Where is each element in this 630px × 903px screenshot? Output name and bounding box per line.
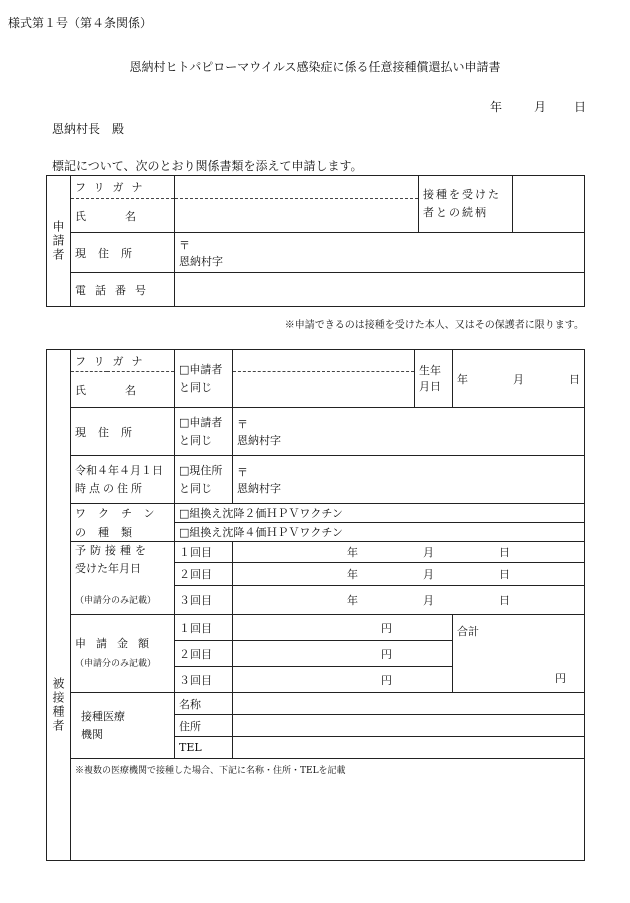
applicant-furigana-label: フリガナ <box>71 176 175 199</box>
recipient-furigana-label: フリガナ <box>71 350 175 372</box>
dose-2-year: 年 <box>347 568 359 581</box>
birth-month: 月 <box>513 372 525 386</box>
recipient-village-text: 恩納村字 <box>237 433 282 447</box>
prior-address-field[interactable] <box>233 456 585 504</box>
recipient-table <box>46 349 585 861</box>
same-as-applicant-checkbox[interactable]: □申請者と同じ <box>175 350 233 408</box>
amount-2-field[interactable] <box>233 641 453 667</box>
recipient-furigana-field[interactable] <box>233 350 415 372</box>
birth-year: 年 <box>457 372 469 386</box>
vaccination-date-note: （申請分のみ記載） <box>75 596 157 606</box>
dose-1-month: 月 <box>423 546 435 559</box>
amount-label <box>71 615 175 693</box>
dose-3-month: 月 <box>423 594 435 607</box>
birth-field[interactable] <box>453 350 585 408</box>
vaccination-date-label-line1: 予防接種を <box>75 544 150 557</box>
same-as-applicant-address-checkbox[interactable]: □申請者と同じ <box>175 408 233 456</box>
dose-2-date[interactable] <box>233 563 585 586</box>
dose-1-year: 年 <box>347 546 359 559</box>
birth-day: 日 <box>569 372 581 386</box>
recipient-section-label: 被接種者 <box>47 350 71 861</box>
recipient-address-field[interactable] <box>233 408 585 456</box>
total-label: 合計 <box>457 625 480 638</box>
recipient-name-field[interactable] <box>233 372 415 408</box>
amount-2-yen: 円 <box>381 647 393 661</box>
applicant-phone-field[interactable] <box>175 273 585 307</box>
dose-2-label: ２回目 <box>175 563 233 586</box>
same-as-current-checkbox[interactable]: □現住所と同じ <box>175 456 233 504</box>
multi-clinic-note: ※複数の医療機関で接種した場合、下記に名称・住所・TELを記載 <box>75 766 346 776</box>
clinic-label-text: 接種医療機関 <box>81 709 125 741</box>
vaccine-label-line1: ワクチン <box>71 504 175 523</box>
prior-postal-mark: 〒 <box>237 465 249 479</box>
amount-label-text: 申請金額 <box>75 636 159 650</box>
amount-1-yen: 円 <box>381 621 393 635</box>
date-year: 年 <box>490 100 503 114</box>
addressee: 恩納村長 殿 <box>52 122 125 136</box>
clinic-tel-label: TEL <box>175 737 233 759</box>
date-day: 日 <box>574 100 587 114</box>
clinic-address-field[interactable] <box>233 715 585 737</box>
applicant-note: ※申請できるのは接種を受けた本人、又はその保護者に限ります。 <box>284 320 584 331</box>
clinic-tel-field[interactable] <box>233 737 585 759</box>
relation-field[interactable] <box>513 176 585 233</box>
dose-1-day: 日 <box>499 546 511 559</box>
amount-1-label: １回目 <box>175 615 233 641</box>
applicant-furigana-field[interactable] <box>175 176 419 199</box>
clinic-address-label: 住所 <box>175 715 233 737</box>
recipient-postal-mark: 〒 <box>237 417 249 431</box>
amount-3-label: ３回目 <box>175 667 233 693</box>
applicant-address-label: 現住所 <box>71 233 175 273</box>
dose-3-year: 年 <box>347 594 359 607</box>
clinic-label <box>71 693 175 759</box>
postal-mark: 〒 <box>179 238 190 252</box>
prior-address-label-line1: 令和４年４月１日 <box>75 463 163 477</box>
vaccine-option-2valent[interactable]: □組換え沈降２価ＨＰＶワクチン <box>175 504 585 523</box>
recipient-name-label: 氏 名 <box>71 372 175 408</box>
amount-3-yen: 円 <box>381 673 393 687</box>
applicant-address-field[interactable] <box>175 233 585 273</box>
multi-clinic-area[interactable] <box>71 759 585 861</box>
total-field[interactable] <box>453 615 585 693</box>
birth-label: 生年月日 <box>415 350 453 408</box>
dose-1-date[interactable] <box>233 542 585 563</box>
dose-3-day: 日 <box>499 594 511 607</box>
intro-text: 標記について、次のとおり関係書類を添えて申請します。 <box>52 159 363 173</box>
date-month: 月 <box>534 100 547 114</box>
relation-label: 接種を受けた者との続柄 <box>419 176 513 233</box>
amount-2-label: ２回目 <box>175 641 233 667</box>
applicant-section-label: 申請者 <box>47 176 71 307</box>
amount-note: （申請分のみ記載） <box>75 658 157 669</box>
village-text: 恩納村字 <box>179 254 223 268</box>
applicant-name-label: 氏 名 <box>71 199 175 233</box>
vaccine-option-4valent[interactable]: □組換え沈降４価ＨＰＶワクチン <box>175 523 585 542</box>
dose-3-date[interactable] <box>233 586 585 615</box>
applicant-phone-label: 電話番号 <box>71 273 175 307</box>
prior-address-label-line2: 時点の住所 <box>75 481 145 495</box>
total-yen: 円 <box>555 672 567 685</box>
dose-3-label: ３回目 <box>175 586 233 615</box>
page-title: 恩納村ヒトパピローマウイルス感染症に係る任意接種償還払い申請書 <box>129 60 501 74</box>
applicant-name-field[interactable] <box>175 199 419 233</box>
vaccine-label-line2: の種類 <box>71 523 175 542</box>
clinic-name-label: 名称 <box>175 693 233 715</box>
recipient-address-label: 現住所 <box>71 408 175 456</box>
prior-village-text: 恩納村字 <box>237 481 282 495</box>
vaccination-date-label-line2: 受けた年月日 <box>75 562 141 575</box>
clinic-name-field[interactable] <box>233 693 585 715</box>
amount-3-field[interactable] <box>233 667 453 693</box>
dose-2-month: 月 <box>423 568 435 581</box>
applicant-table <box>46 175 585 307</box>
dose-1-label: １回目 <box>175 542 233 563</box>
dose-2-day: 日 <box>499 568 511 581</box>
amount-1-field[interactable] <box>233 615 453 641</box>
prior-address-label <box>71 456 175 504</box>
form-number: 様式第１号（第４条関係） <box>8 16 153 30</box>
vaccination-date-label <box>71 542 175 615</box>
